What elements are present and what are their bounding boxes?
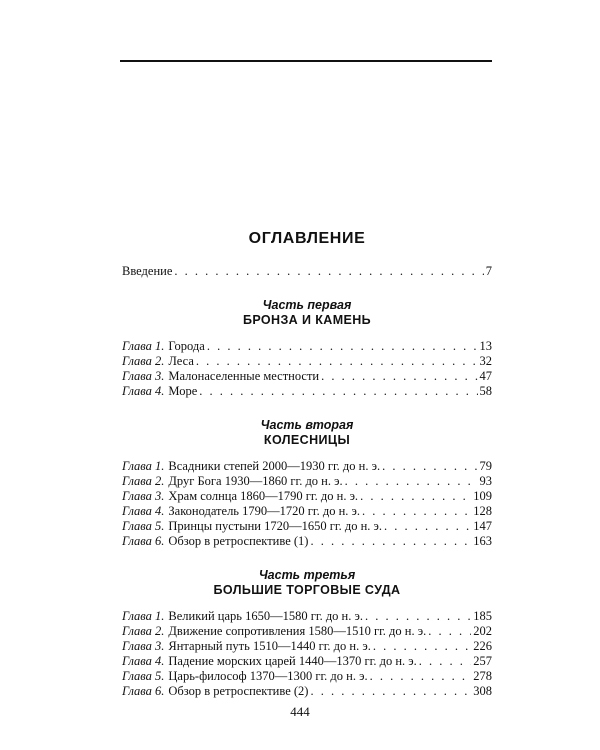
part-label: Часть третья — [258, 568, 356, 582]
dot-leader — [360, 489, 471, 504]
chapter-page: 128 — [473, 504, 492, 518]
chapter-number: Глава 6. — [122, 684, 165, 698]
chapter-title: Друг Бога 1930—1860 гг. до н. э. — [168, 474, 343, 488]
toc-entry[interactable] — [122, 639, 492, 654]
dot-leader — [199, 384, 477, 399]
toc-title: ОГЛАВЛЕНИЕ — [248, 230, 366, 247]
toc-entry[interactable] — [122, 609, 492, 624]
chapter-title: Законодатель 1790—1720 гг. до н. э. — [168, 504, 361, 518]
chapter-number: Глава 2. — [122, 624, 165, 638]
dot-leader — [365, 609, 471, 624]
toc-entry[interactable] — [122, 654, 492, 669]
part-heading — [122, 568, 492, 598]
toc-entry[interactable] — [122, 384, 492, 399]
top-rule — [120, 60, 492, 62]
chapter-title: Движение сопротивления 1580—1510 гг. до н. э. — [168, 624, 427, 638]
chapter-title: Города — [168, 339, 205, 353]
entry-title: Введение — [122, 264, 173, 278]
page-number: 444 — [290, 704, 310, 719]
part-title: БОЛЬШИЕ ТОРГОВЫЕ СУДА — [213, 583, 401, 597]
dot-leader — [428, 624, 471, 639]
dot-leader — [174, 264, 483, 279]
part-title: КОЛЕСНИЦЫ — [263, 433, 351, 447]
entry-page: 7 — [485, 264, 492, 278]
toc-entry[interactable] — [122, 459, 492, 474]
chapter-page: 226 — [473, 639, 492, 653]
dot-leader — [207, 339, 478, 354]
chapter-page: 163 — [473, 534, 492, 548]
chapter-title: Обзор в ретроспективе (2) — [168, 684, 309, 698]
chapter-title: Янтарный путь 1510—1440 гг. до н. э. — [168, 639, 371, 653]
chapter-number: Глава 1. — [122, 609, 165, 623]
chapter-title: Падение морских царей 1440—1370 гг. до н. э. — [168, 654, 417, 668]
chapter-title: Царь-философ 1370—1300 гг. до н. э. — [168, 669, 368, 683]
table-of-contents — [122, 230, 492, 699]
chapter-title: Море — [168, 384, 198, 398]
toc-entry[interactable] — [122, 684, 492, 699]
dot-leader — [419, 654, 471, 669]
chapter-number: Глава 4. — [122, 654, 165, 668]
chapter-number: Глава 6. — [122, 534, 165, 548]
chapter-number: Глава 5. — [122, 519, 165, 533]
chapter-number: Глава 3. — [122, 369, 165, 383]
chapter-number: Глава 1. — [122, 339, 165, 353]
toc-entry[interactable] — [122, 669, 492, 684]
toc-entry[interactable] — [122, 534, 492, 549]
toc-entry[interactable] — [122, 369, 492, 384]
chapter-page: 308 — [473, 684, 492, 698]
chapter-title: Храм солнца 1860—1790 гг. до н. э. — [168, 489, 359, 503]
chapter-number: Глава 4. — [122, 384, 165, 398]
part-title: БРОНЗА И КАМЕНЬ — [242, 313, 372, 327]
chapter-page: 185 — [473, 609, 492, 623]
toc-entry[interactable] — [122, 354, 492, 369]
chapter-page: 58 — [479, 384, 492, 398]
part-2 — [122, 418, 492, 549]
dot-leader — [321, 369, 477, 384]
toc-entry-intro[interactable] — [122, 264, 492, 279]
chapter-number: Глава 2. — [122, 474, 165, 488]
dot-leader — [345, 474, 478, 489]
toc-entry[interactable] — [122, 624, 492, 639]
dot-leader — [373, 639, 471, 654]
part-heading — [122, 418, 492, 448]
chapter-number: Глава 2. — [122, 354, 165, 368]
chapter-page: 93 — [479, 474, 492, 488]
chapter-number: Глава 3. — [122, 639, 165, 653]
chapter-title: Всадники степей 2000—1930 гг. до н. э. — [168, 459, 381, 473]
part-3 — [122, 568, 492, 699]
toc-entry[interactable] — [122, 504, 492, 519]
toc-entry[interactable] — [122, 519, 492, 534]
chapter-title: Великий царь 1650—1580 гг. до н. э. — [168, 609, 363, 623]
chapter-page: 32 — [479, 354, 492, 368]
chapter-page: 202 — [473, 624, 492, 638]
chapter-page: 47 — [479, 369, 492, 383]
dot-leader — [382, 459, 477, 474]
chapter-page: 109 — [473, 489, 492, 503]
toc-entry[interactable] — [122, 489, 492, 504]
toc-entry[interactable] — [122, 339, 492, 354]
dot-leader — [310, 684, 471, 699]
chapter-title: Обзор в ретроспективе (1) — [168, 534, 309, 548]
chapter-number: Глава 4. — [122, 504, 165, 518]
chapter-page: 257 — [473, 654, 492, 668]
part-heading — [122, 298, 492, 328]
part-label: Часть первая — [262, 298, 352, 312]
chapter-page: 13 — [479, 339, 492, 353]
chapter-title: Леса — [168, 354, 194, 368]
dot-leader — [310, 534, 471, 549]
chapter-number: Глава 1. — [122, 459, 165, 473]
dot-leader — [384, 519, 471, 534]
dot-leader — [196, 354, 478, 369]
chapter-number: Глава 5. — [122, 669, 165, 683]
dot-leader — [370, 669, 472, 684]
chapter-title: Малонаселенные местности — [168, 369, 320, 383]
chapter-page: 147 — [473, 519, 492, 533]
part-1 — [122, 298, 492, 399]
chapter-page: 79 — [479, 459, 492, 473]
chapter-number: Глава 3. — [122, 489, 165, 503]
chapter-page: 278 — [473, 669, 492, 683]
toc-entry[interactable] — [122, 474, 492, 489]
chapter-title: Принцы пустыни 1720—1650 гг. до н. э. — [168, 519, 382, 533]
dot-leader — [362, 504, 471, 519]
part-label: Часть вторая — [260, 418, 354, 432]
